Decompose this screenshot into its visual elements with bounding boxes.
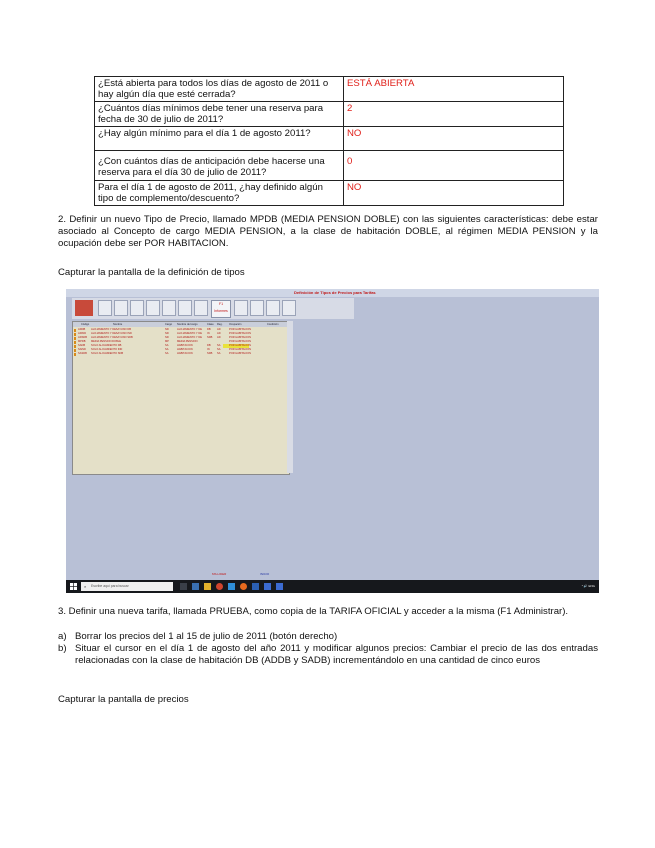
table-row	[95, 102, 564, 127]
cell: MPDB	[78, 340, 86, 343]
col-header: Código	[81, 323, 90, 326]
windows-taskbar	[66, 580, 599, 593]
section-3-intro: 3. Definir una nueva tarifa, llamada PRUEBA, como copia de la TARIFA OFICIAL y acceder a la misma (F1 Administrar).	[58, 606, 569, 617]
toolbar-button[interactable]	[250, 300, 264, 316]
cell: AD	[217, 328, 221, 331]
col-header: Clase	[207, 323, 214, 326]
cell: DB	[207, 344, 211, 347]
cell: HABITACION	[177, 344, 193, 347]
toolbar-button[interactable]	[178, 300, 192, 316]
cell: POR HABITACION	[229, 332, 252, 335]
cell: SA	[165, 352, 169, 355]
col-header: Nombre	[113, 323, 123, 326]
mail-icon[interactable]	[264, 583, 271, 590]
question-cell: ¿Con cuántos días de anticipación debe hacerse una reserva para el día 30 de julio de 2011?	[95, 151, 344, 181]
col-header: Reg.	[217, 323, 223, 326]
section-3-capture-label: Capturar la pantalla de precios	[58, 694, 189, 705]
cell: MEDIA PENSION	[177, 340, 198, 343]
cell: SDB	[207, 336, 213, 339]
f1-informes-button[interactable]	[211, 300, 231, 318]
f1-label: F1	[218, 302, 224, 306]
embedded-screenshot	[66, 289, 599, 593]
col-header: Cargo	[165, 323, 173, 326]
word-icon[interactable]	[252, 583, 259, 590]
table-row	[95, 77, 564, 102]
cell: POR HABITACION	[229, 340, 252, 343]
cell: SA	[217, 344, 221, 347]
question-cell: ¿Hay algún mínimo para el día 1 de agosto 2011?	[95, 127, 344, 151]
toolbar-button[interactable]	[266, 300, 280, 316]
taskbar-app-icon[interactable]	[192, 583, 199, 590]
list-marker: b)	[58, 643, 67, 654]
cell: SOLO ALOJAMIENTO IND	[91, 348, 123, 351]
cell: AD	[217, 336, 221, 339]
cell: ND	[165, 328, 169, 331]
section-3-item-a	[58, 631, 598, 643]
cell: AD	[217, 332, 221, 335]
question-cell: ¿Está abierta para todos los días de agosto de 2011 o hay algún día que esté cerrada?	[95, 77, 344, 102]
section-2-capture-label: Capturar la pantalla de la definición de tipos	[58, 267, 245, 278]
cell: ADIND	[78, 332, 87, 335]
browser-icon[interactable]	[216, 583, 223, 590]
toolbar-red-button[interactable]	[75, 300, 93, 316]
toolbar-button[interactable]	[162, 300, 176, 316]
list-item-text: Borrar los precios del 1 al 15 de julio de 2011 (botón derecho)	[75, 631, 338, 642]
table-row	[95, 181, 564, 206]
cell: HABITACION	[177, 352, 193, 355]
toolbar-button[interactable]	[146, 300, 160, 316]
answer-cell: 2	[344, 102, 564, 127]
status-app: MS-LIDER	[212, 572, 227, 576]
cell: SDB	[207, 352, 213, 355]
cell: HABITACION	[177, 348, 193, 351]
folder-icon[interactable]	[204, 583, 211, 590]
taskbar-search-placeholder: Escribe aquí para buscar	[91, 584, 129, 588]
col-header: Nombre del cargo	[177, 323, 198, 326]
toolbar-button[interactable]	[98, 300, 112, 316]
task-view-icon[interactable]	[180, 583, 187, 590]
cell: ALOJAMIENTO Y DE	[177, 332, 202, 335]
status-bar	[212, 571, 332, 577]
cell: SASDB	[78, 352, 87, 355]
cell: MEDIA PENSION DOBLE	[91, 340, 121, 343]
cell: MP	[165, 340, 169, 343]
cell: ND	[165, 332, 169, 335]
f1-sublabel: Informes	[214, 309, 228, 313]
table-row	[95, 151, 564, 181]
grid-scrollbar[interactable]	[287, 321, 293, 473]
cell: SAIND	[78, 348, 86, 351]
panel-title: Definición de Tipos de Precios para Tarifas	[294, 290, 376, 295]
cell: DB	[207, 328, 211, 331]
toolbar-button[interactable]	[114, 300, 128, 316]
search-icon: ⌕	[84, 584, 87, 589]
answer-cell: NO	[344, 181, 564, 206]
cell: SADB	[78, 344, 86, 347]
cell: IN	[207, 348, 210, 351]
cell: ALOJAMIENTO Y DE	[177, 336, 202, 339]
list-item-text: Situar el cursor en el día 1 de agosto del año 2011 y modificar algunos precios: Cambiar el precio de las dos entradas relacionadas con la clase de habitación DB (ADDB y SADB) incrementándolo en una cantidad de cinco euros	[75, 643, 598, 666]
toolbar-button[interactable]	[282, 300, 296, 316]
cell: SOLO ALOJAMIENTO DB	[91, 344, 122, 347]
col-header: Ocupación	[229, 323, 242, 326]
col-header: Condición	[267, 323, 279, 326]
toolbar-button[interactable]	[194, 300, 208, 316]
answer-cell: ESTÁ ABIERTA	[344, 77, 564, 102]
cell: ALOJAMIENTO Y DESAYUNO IND	[91, 332, 132, 335]
cell: IN	[207, 332, 210, 335]
taskbar-app-icon[interactable]	[276, 583, 283, 590]
cell: SA	[165, 348, 169, 351]
cell: POR HABITACION	[229, 328, 252, 331]
toolbar	[72, 298, 354, 319]
cell: POR HABITACION	[229, 352, 252, 355]
cell: POR HABITACION	[229, 348, 252, 351]
cell: SA	[217, 352, 221, 355]
toolbar-button[interactable]	[130, 300, 144, 316]
cell: POR HABITACION	[229, 336, 252, 339]
cell: ADDB	[78, 328, 86, 331]
cell: ND	[165, 336, 169, 339]
price-types-grid	[72, 321, 290, 475]
cell: POR HABITACION	[229, 344, 252, 347]
cell: ALOJAMIENTO Y DESAYUNO SDB	[91, 336, 133, 339]
section-3-item-b	[58, 643, 598, 667]
system-tray[interactable]: ^ 🔊 ENG	[581, 584, 595, 588]
windows-logo-icon[interactable]	[70, 583, 77, 590]
browser-icon[interactable]	[240, 583, 247, 590]
row-marker	[74, 353, 76, 356]
taskbar-search[interactable]	[81, 582, 173, 591]
cell: ALOJAMIENTO Y DE	[177, 328, 202, 331]
toolbar-button[interactable]	[234, 300, 248, 316]
taskbar-app-icon[interactable]	[228, 583, 235, 590]
grid-row[interactable]	[73, 352, 289, 356]
cell: SA	[165, 344, 169, 347]
question-cell: ¿Cuántos días mínimos debe tener una reserva para fecha de 30 de julio de 2011?	[95, 102, 344, 127]
status-mode: INICIO	[260, 572, 270, 576]
list-marker: a)	[58, 631, 67, 642]
questions-table	[94, 76, 564, 206]
table-row	[95, 127, 564, 151]
cell: SA	[217, 348, 221, 351]
grid-header	[73, 322, 289, 327]
cell: ALOJAMIENTO Y DESAYUNO DB	[91, 328, 132, 331]
answer-cell: 0	[344, 151, 564, 181]
answer-cell: NO	[344, 127, 564, 151]
cell: SOLO ALOJAMIENTO SDB	[91, 352, 124, 355]
section-2-text: 2. Definir un nuevo Tipo de Precio, llamado MPDB (MEDIA PENSION DOBLE) con las siguientes características: debe estar asociado al Concepto de cargo MEDIA PENSION, a la clase de habitación DOBLE, al régimen MEDIA PENSION y la ocupación debe ser POR HABITACION.	[58, 214, 598, 249]
question-cell: Para el día 1 de agosto de 2011, ¿hay definido algún tipo de complemento/descuento?	[95, 181, 344, 206]
cell: ADSDB	[78, 336, 87, 339]
